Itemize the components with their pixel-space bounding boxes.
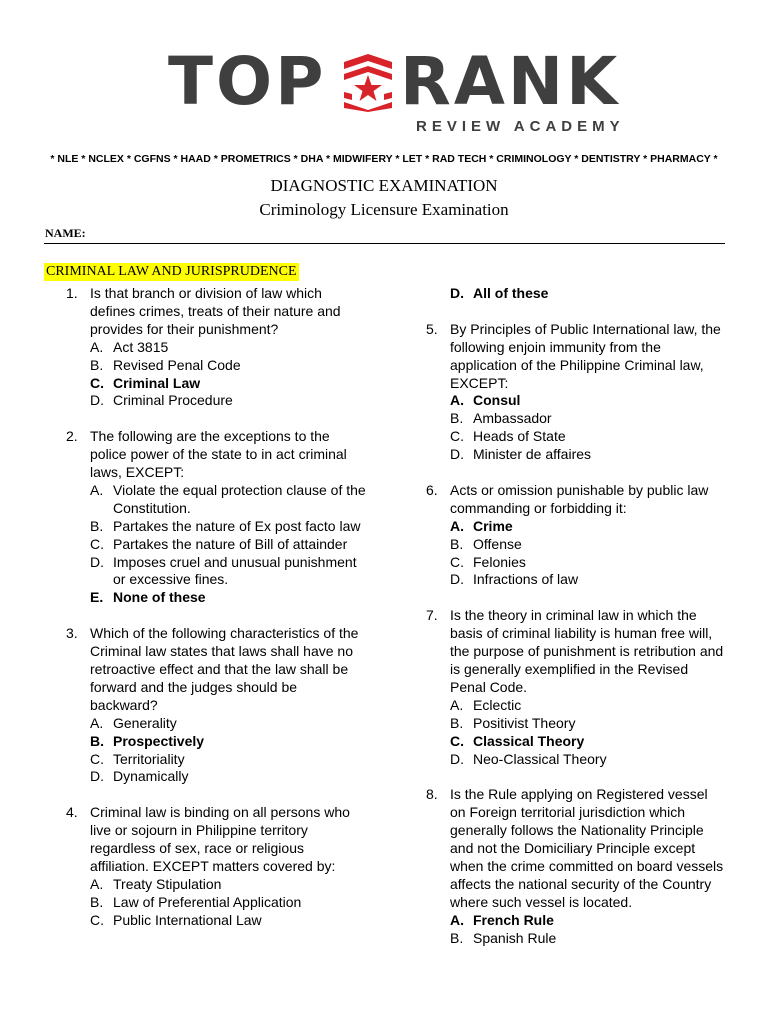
toprank-logo [168, 43, 640, 140]
question-number: 3. [66, 625, 78, 642]
option: B. Partakes the nature of Ex post facto law [90, 517, 361, 534]
question-8 [426, 786, 726, 947]
logo-subtitle: REVIEW ACADEMY [416, 118, 625, 135]
option-correct: E. None of these [90, 589, 206, 606]
option: A. Eclectic [450, 696, 522, 713]
question-text: The following are the exceptions to the police power of the state to in act criminal laws, EXCEPT: [90, 428, 347, 481]
question-number: 4. [66, 804, 78, 821]
option: B. Ambassador [450, 410, 552, 427]
option: C. Partakes the nature of Bill of attainder [90, 535, 348, 552]
option: D. Dynamically [90, 768, 189, 785]
option: D. Minister de affaires [450, 446, 592, 463]
question-text: Is that branch or division of law which defines crimes, treats of their nature and provides for their punishment? [90, 285, 341, 337]
question-4 [66, 804, 366, 929]
option: B. Law of Preferential Application [90, 893, 302, 910]
question-2 [66, 428, 366, 607]
option: D. Neo-Classical Theory [450, 750, 607, 767]
option-correct: A. Consul [450, 392, 521, 409]
option: B. Offense [450, 535, 522, 552]
question-3 [66, 625, 366, 786]
option: C. Felonies [450, 553, 526, 570]
option-correct: A. Crime [450, 517, 513, 534]
question-5 [426, 321, 726, 464]
star-emblem-icon [340, 52, 396, 112]
option-correct: D. All of these [450, 285, 549, 301]
question-number: 8. [426, 786, 438, 803]
exam-title: DIAGNOSTIC EXAMINATION [270, 176, 498, 195]
question-text: Acts or omission punishable by public law commanding or forbidding it: [450, 481, 709, 516]
question-number: 2. [66, 428, 78, 445]
option: D. Criminal Procedure [90, 392, 233, 409]
option: A. Generality [90, 714, 177, 731]
name-label: NAME: [45, 226, 86, 240]
right-column [426, 285, 726, 965]
question-text: By Principles of Public International law, the following enjoin immunity from the application of the Philippine Criminal law, EXCEPT: [450, 320, 721, 391]
question-6 [426, 482, 726, 589]
option: D. Imposes cruel and unusual punishment or excessive fines. [90, 553, 357, 588]
question-text: Is the Rule applying on Registered vessel on Foreign territorial jurisdiction which generally follows the Nationality Principle and not the Domiciliary Principle except when the crime committed on board vessels affects the national security of the Country where such vessel is located. [450, 786, 724, 910]
exam-subtitle: Criminology Licensure Examination [259, 200, 509, 219]
option: C. Heads of State [450, 428, 566, 445]
option: B. Revised Penal Code [90, 356, 241, 373]
name-underline [44, 243, 725, 244]
option: D. Infractions of law [450, 571, 579, 588]
option-correct: C. Criminal Law [90, 374, 201, 391]
question-text: Is the theory in criminal law in which the basis of criminal liability is human free will, the purpose of punishment is retribution and is generally exemplified in the Revised Penal Code. [450, 607, 724, 695]
section-title: CRIMINAL LAW AND JURISPRUDENCE [46, 264, 297, 279]
option: C. Public International Law [90, 911, 262, 928]
question-text: Which of the following characteristics of the Criminal law states that laws shall have no retroactive effect and that the law shall be forward and the judges should be backward? [90, 625, 359, 713]
option: A. Act 3815 [90, 338, 169, 355]
option-correct: B. Prospectively [90, 732, 205, 749]
option: B. Spanish Rule [450, 929, 557, 946]
question-number: 5. [426, 320, 438, 337]
question-text: Criminal law is binding on all persons who live or sojourn in Philippine territory regardless of sex, race or religious affiliation. EXCEPT matters covered by: [90, 804, 350, 874]
question-number: 6. [426, 481, 438, 498]
option: A. Violate the equal protection clause of the Constitution. [90, 481, 366, 516]
question-7 [426, 607, 726, 768]
question-1 [66, 285, 366, 410]
option-correct: C. Classical Theory [450, 732, 585, 749]
option: C. Territoriality [90, 750, 185, 767]
logo-word-rank: RANK [400, 43, 621, 120]
option-correct: A. French Rule [450, 911, 554, 928]
option: A. Treaty Stipulation [90, 875, 222, 892]
option: B. Positivist Theory [450, 714, 576, 731]
left-column [66, 285, 366, 947]
logo-word-top: TOP [168, 43, 327, 120]
question-number: 7. [426, 607, 438, 624]
question-number: 1. [66, 285, 78, 301]
programs-line: * NLE * NCLEX * CGFNS * HAAD * PROMETRICS * DHA * MIDWIFERY * LET * RAD TECH * CRIMINOLOGY * DENTISTRY * PHARMACY * [50, 153, 718, 165]
question-4-continued [426, 285, 726, 303]
